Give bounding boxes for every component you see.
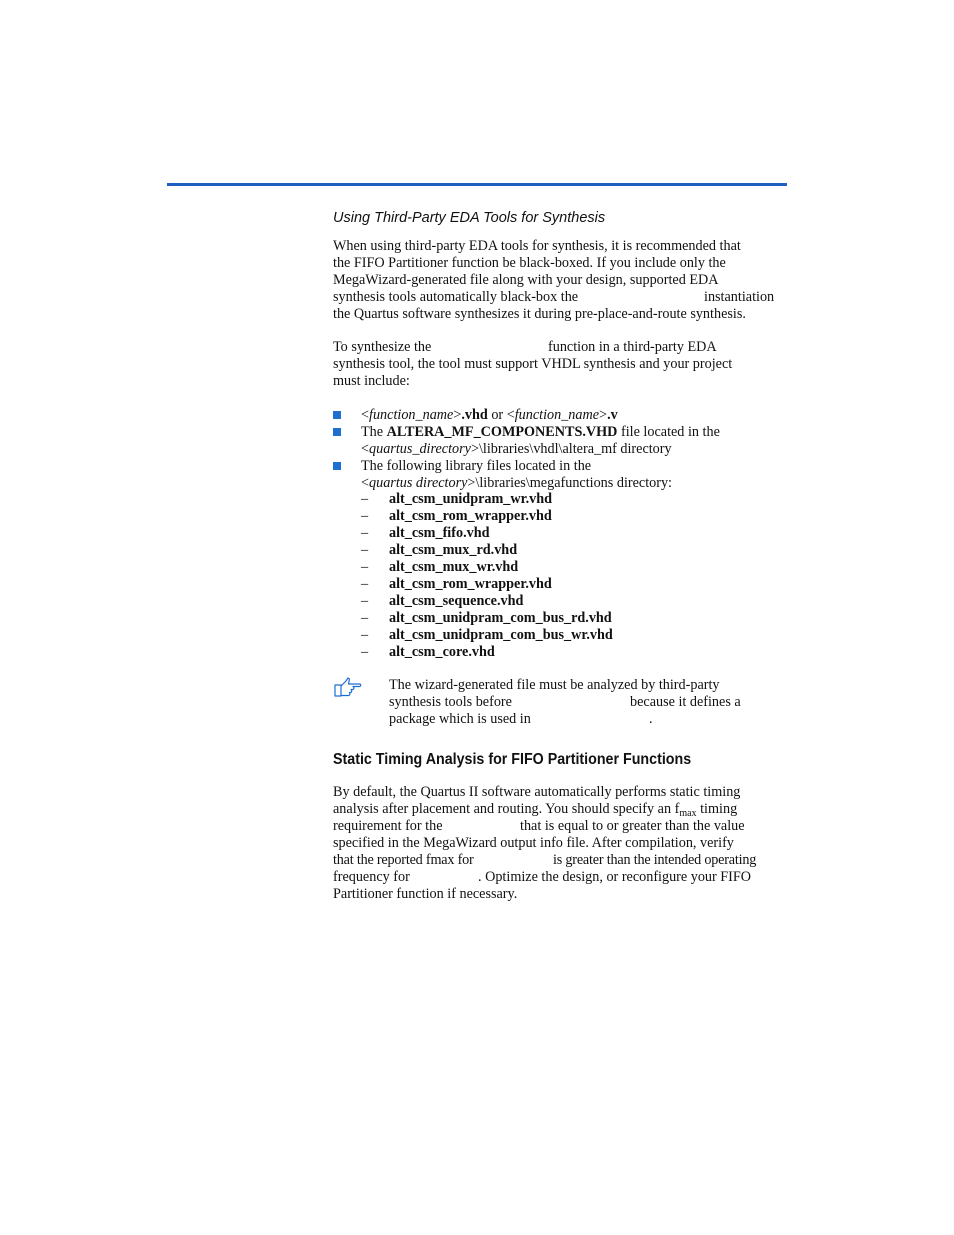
list-item: alt_csm_unidpram_com_bus_wr.vhd [389,627,613,643]
text-line [333,339,789,356]
text-fragment: function in a third-party EDA [548,339,717,355]
section-heading: Static Timing Analysis for FIFO Partitioner Functions [333,751,692,768]
text-fragment: To synthesize the [333,339,432,355]
list-item: alt_csm_mux_wr.vhd [389,559,519,575]
text-line: the FIFO Partitioner function be black-boxed. If you include only the [333,255,726,271]
dash-marker: – [361,627,369,643]
bullet-item-function-files: <function_name>.vhd or <function_name>.v [361,407,618,423]
dash-marker: – [361,610,369,626]
text-fragment: that is equal to or greater than the value [520,818,745,834]
text-fragment: synthesis tools automatically black-box the [333,289,579,305]
text-line: Partitioner function if necessary. [333,886,518,902]
list-item: alt_csm_fifo.vhd [389,525,490,541]
text-fragment: because it defines a [630,694,741,710]
dash-marker: – [361,559,369,575]
list-item: alt_csm_unidpram_wr.vhd [389,491,553,507]
timing-paragraph [333,784,789,903]
text-line [333,818,789,835]
list-item: alt_csm_unidpram_com_bus_rd.vhd [389,610,612,626]
text-line: MegaWizard-generated file along with your design, supported EDA [333,272,719,288]
intro-paragraph [333,238,789,323]
text-line: must include: [333,373,410,389]
text-fragment: instantiation [704,289,775,305]
text-line [333,869,789,886]
pointing-hand-icon [333,676,363,698]
bullet-item-library-files: The following library files located in the <quartus directory>\libraries\megafunctions directory: [361,458,672,491]
list-item: alt_csm_rom_wrapper.vhd [389,508,552,524]
dash-marker: – [361,508,369,524]
bullet-marker [333,462,341,470]
synthesis-paragraph [333,339,789,390]
text-fragment: is greater than the intended operating [553,852,757,868]
dash-marker: – [361,593,369,609]
text-line: The wizard-generated file must be analyzed by third-party [389,677,720,693]
text-line: By default, the Quartus II software automatically performs static timing [333,784,741,800]
text-fragment: package which is used in [389,711,531,727]
dash-marker: – [361,644,369,660]
text-fragment: . [649,711,653,727]
text-line: analysis after placement and routing. You should specify an $f_{max}$ timing [333,801,738,819]
text-line [389,711,789,728]
text-fragment: requirement for the [333,818,443,834]
text-line: the Quartus software synthesizes it during pre-place-and-route synthesis. [333,306,746,322]
text-fragment: frequency for [333,869,410,885]
header-rule [167,183,787,186]
list-item: alt_csm_mux_rd.vhd [389,542,518,558]
text-fragment: . Optimize the design, or reconfigure your FIFO [478,869,752,885]
list-item: alt_csm_sequence.vhd [389,593,524,609]
text-line: specified in the MegaWizard output info file. After compilation, verify [333,835,734,851]
subsection-heading: Using Third-Party EDA Tools for Synthesis [333,210,606,226]
bullet-marker [333,411,341,419]
dash-marker: – [361,525,369,541]
text-line [333,289,789,306]
dash-marker: – [361,491,369,507]
list-item: alt_csm_rom_wrapper.vhd [389,576,552,592]
text-line [389,694,789,711]
note-text [389,677,789,728]
text-line: When using third-party EDA tools for synthesis, it is recommended that [333,238,741,254]
bullet-item-components-file: The ALTERA_MF_COMPONENTS.VHD file located in the <quartus_directory>\libraries\vhdl\altera_mf directory [361,424,720,457]
bullet-marker [333,428,341,436]
dash-marker: – [361,542,369,558]
text-fragment: that the reported fmax for [333,852,474,868]
text-fragment: synthesis tools before [389,694,512,710]
list-item: alt_csm_core.vhd [389,644,495,660]
text-line [333,852,789,869]
text-line: synthesis tool, the tool must support VHDL synthesis and your project [333,356,733,372]
dash-marker: – [361,576,369,592]
